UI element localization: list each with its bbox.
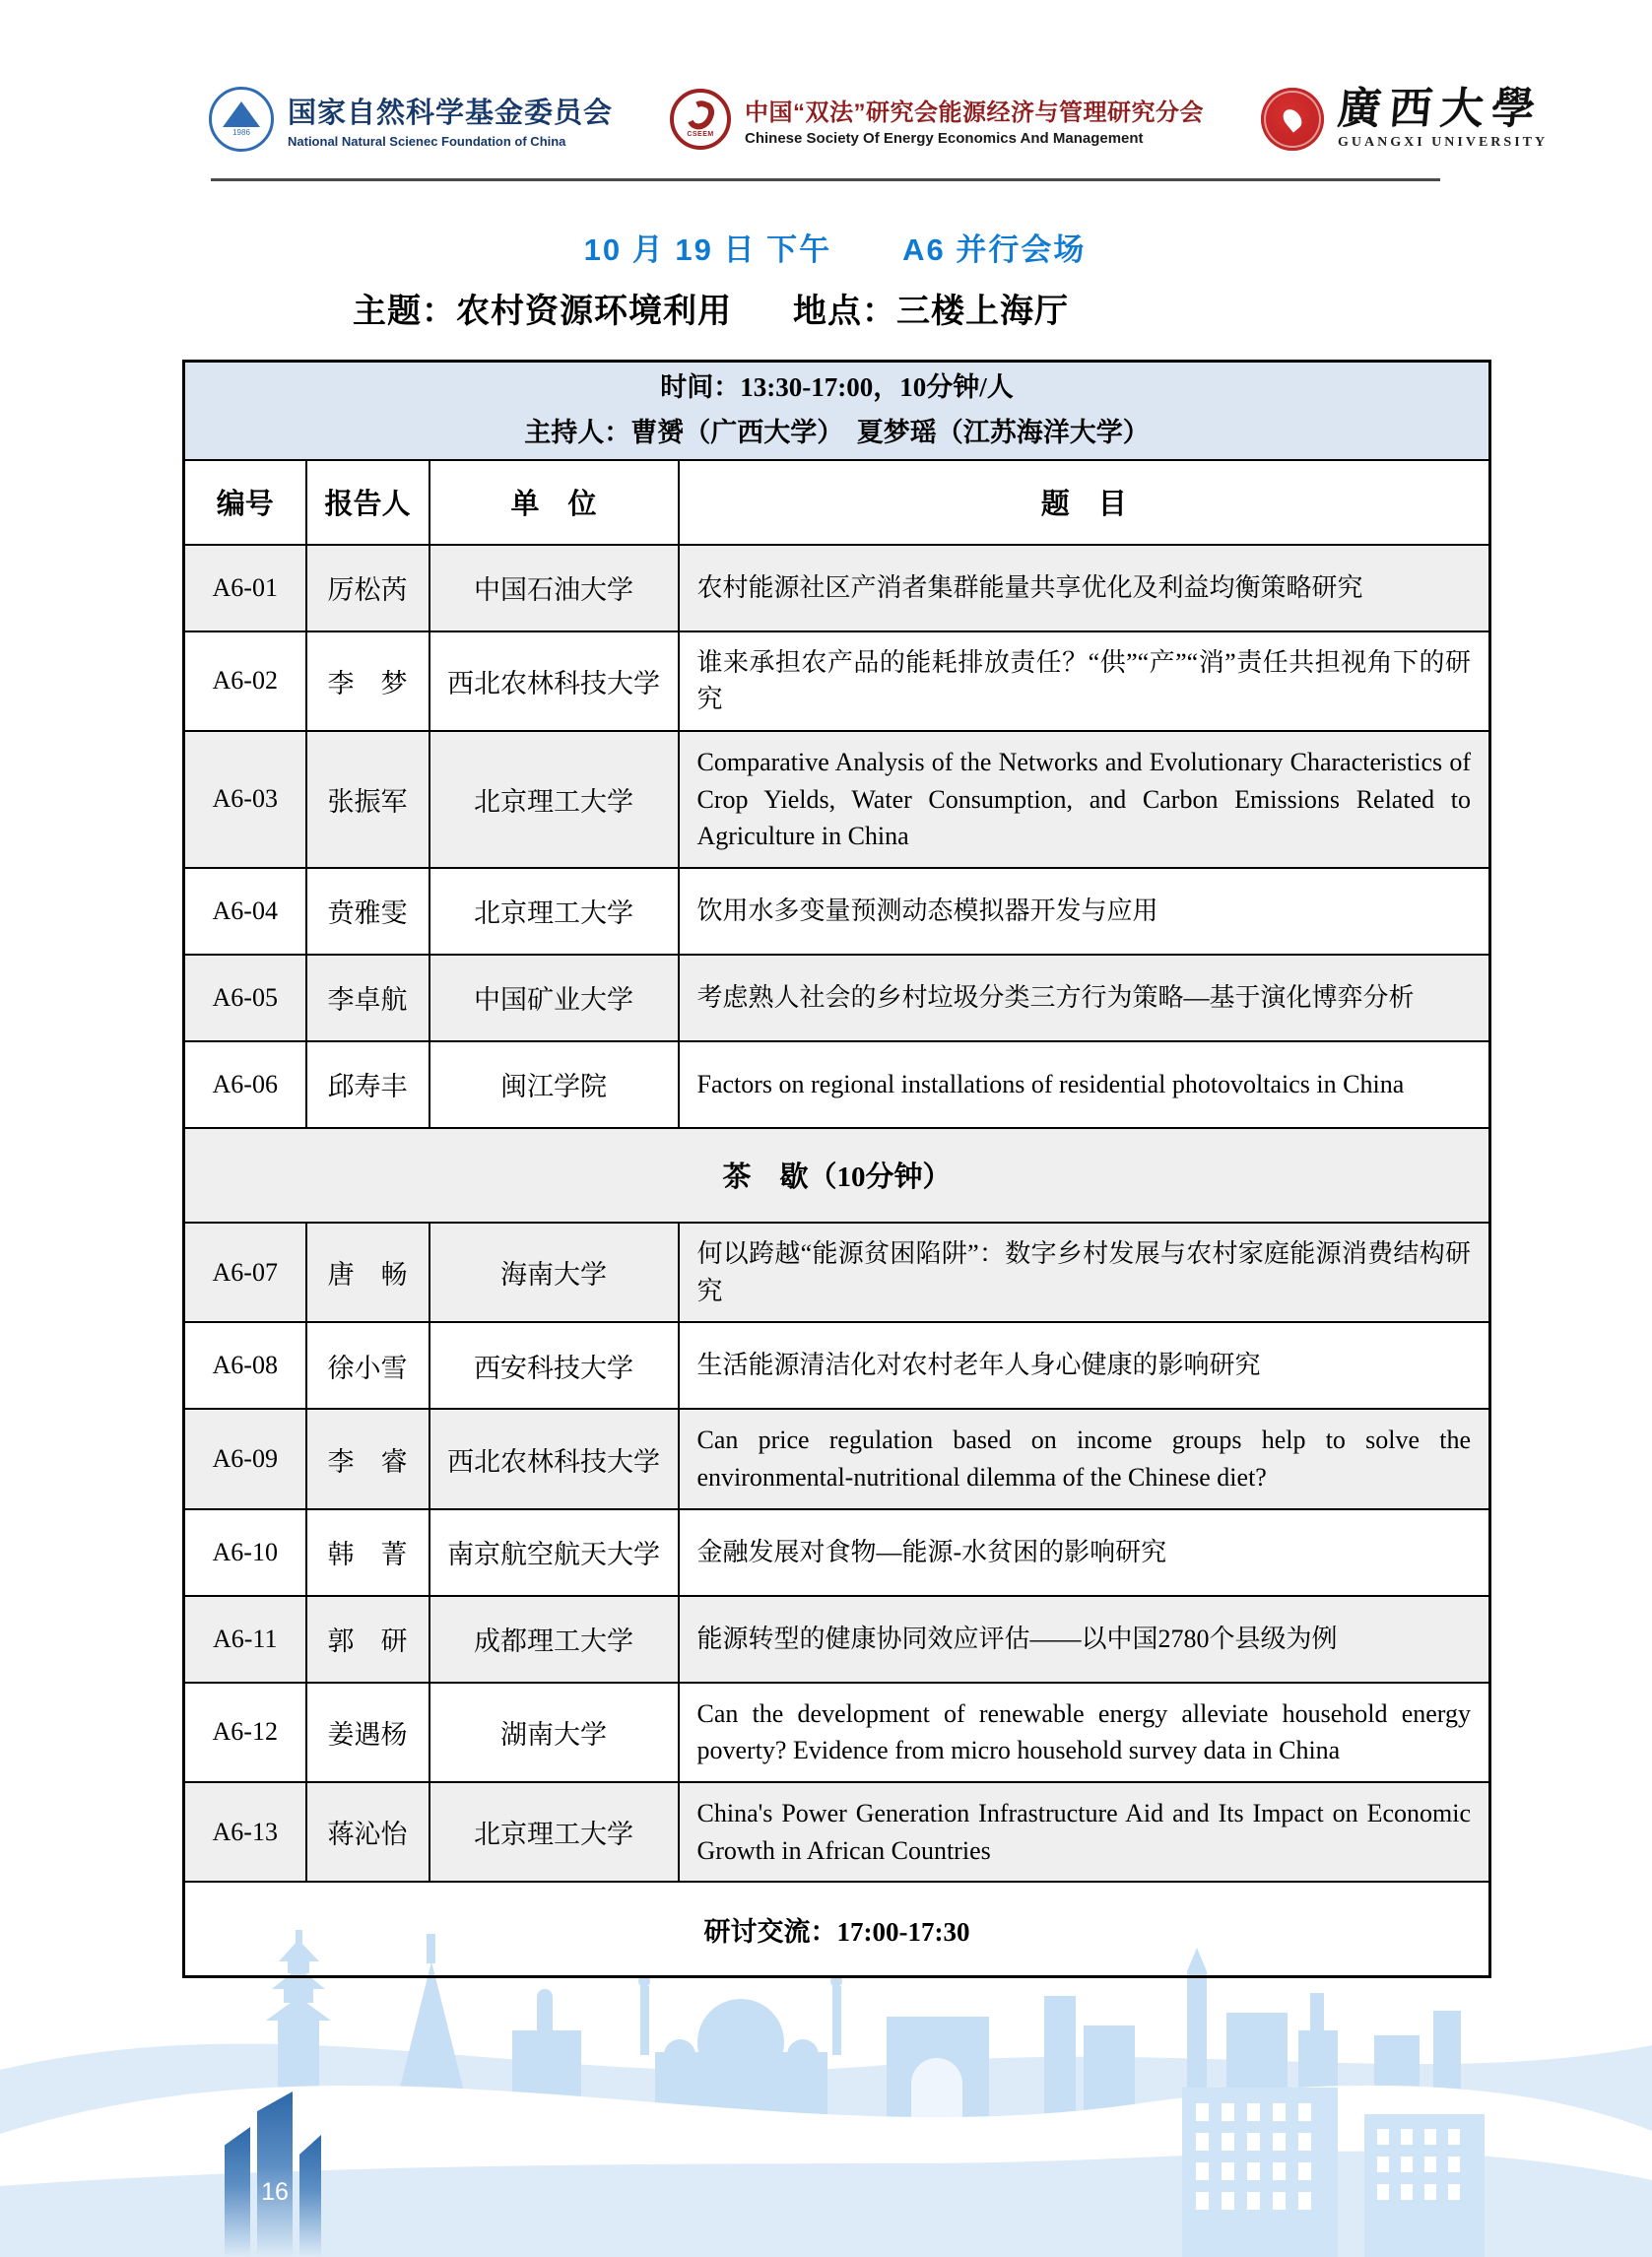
program-rows — [184, 545, 1490, 1883]
paper-id: A6-07 — [184, 1223, 306, 1322]
table-row — [184, 1041, 1490, 1128]
affiliation: 西北农林科技大学 — [430, 631, 679, 731]
program-table — [182, 360, 1491, 1978]
header-divider — [211, 178, 1440, 181]
table-row — [184, 1683, 1490, 1782]
table-row — [184, 1596, 1490, 1683]
gxu-logo-text — [1335, 85, 1549, 151]
paper-id: A6-05 — [184, 955, 306, 1041]
table-row — [184, 955, 1490, 1041]
paper-id: A6-13 — [184, 1782, 306, 1882]
session-time: 时间：13:30-17:00，10分钟/人 — [660, 371, 1014, 402]
table-row — [184, 1509, 1490, 1596]
affiliation: 成都理工大学 — [430, 1596, 679, 1683]
column-header-id: 编号 — [184, 460, 306, 545]
speaker-name: 唐 畅 — [306, 1223, 430, 1322]
paper-id: A6-01 — [184, 545, 306, 631]
cseem-logo-group — [670, 89, 1204, 150]
closing-row — [184, 1882, 1490, 1976]
affiliation: 西北农林科技大学 — [430, 1409, 679, 1508]
paper-id: A6-03 — [184, 731, 306, 868]
affiliation: 闽江学院 — [430, 1041, 679, 1128]
theme-line — [353, 284, 1069, 332]
paper-title: 生活能源清洁化对农村老年人身心健康的影响研究 — [679, 1322, 1490, 1409]
affiliation: 中国矿业大学 — [430, 955, 679, 1041]
session-room: A6 并行会场 — [902, 232, 1087, 267]
speaker-name: 李卓航 — [306, 955, 430, 1041]
paper-id: A6-08 — [184, 1322, 306, 1409]
gxu-name-cn: 廣西大學 — [1335, 85, 1546, 133]
paper-title: 谁来承担农产品的能耗排放责任？“供”“产”“消”责任共担视角下的研究 — [679, 631, 1490, 731]
page-number-decoration — [225, 2091, 333, 2257]
speaker-name: 韩 菁 — [306, 1509, 430, 1596]
paper-title: 能源转型的健康协同效应评估——以中国2780个县级为例 — [679, 1596, 1490, 1683]
speaker-name: 蒋沁怡 — [306, 1782, 430, 1882]
gxu-logo-group — [1261, 85, 1549, 151]
affiliation: 北京理工大学 — [430, 868, 679, 955]
affiliation: 中国石油大学 — [430, 545, 679, 631]
cseem-name-cn: 中国“双法”研究会能源经济与管理研究分会 — [745, 99, 1205, 126]
table-row — [184, 1223, 1490, 1322]
speaker-name: 李 梦 — [306, 631, 430, 731]
table-row — [184, 545, 1490, 631]
speaker-name: 厉松芮 — [306, 545, 430, 631]
table-row — [184, 1322, 1490, 1409]
session-location: 地点：三楼上海厅 — [793, 293, 1069, 330]
session-theme: 主题：农村资源环境利用 — [353, 293, 732, 330]
header-logos — [209, 87, 1548, 152]
program-table-container — [182, 360, 1491, 1978]
paper-id: A6-06 — [184, 1041, 306, 1128]
swirl-icon — [684, 97, 718, 133]
paper-id: A6-04 — [184, 868, 306, 955]
page-number: 16 — [261, 2178, 289, 2206]
nsfc-name-cn: 国家自然科学基金委员会 — [288, 97, 614, 129]
paper-title: Can the development of renewable energy alleviate household energy poverty? Evidence from micro household survey data in China — [679, 1683, 1490, 1782]
nsfc-name-en: National Natural Scienec Foundation of China — [288, 133, 566, 149]
paper-title: 金融发展对食物—能源-水贫困的影响研究 — [679, 1509, 1490, 1596]
session-date: 10 月 19 日 下午 — [583, 232, 832, 267]
paper-id: A6-09 — [184, 1409, 306, 1508]
paper-id: A6-10 — [184, 1509, 306, 1596]
nsfc-logo-text — [288, 91, 613, 149]
flame-icon — [1280, 105, 1305, 132]
cseem-logo-icon — [670, 89, 731, 150]
session-info-row — [184, 362, 1490, 460]
affiliation: 北京理工大学 — [430, 1782, 679, 1882]
decoration-bar — [225, 2127, 250, 2257]
table-row — [184, 1782, 1490, 1882]
paper-id: A6-02 — [184, 631, 306, 731]
paper-title: 农村能源社区产消者集群能量共享优化及利益均衡策略研究 — [679, 545, 1490, 631]
paper-id: A6-12 — [184, 1683, 306, 1782]
paper-title: 饮用水多变量预测动态模拟器开发与应用 — [679, 868, 1490, 955]
cseem-logo-text — [745, 93, 1204, 147]
column-header-org: 单 位 — [430, 460, 679, 545]
paper-id: A6-11 — [184, 1596, 306, 1683]
affiliation: 南京航空航天大学 — [430, 1509, 679, 1596]
closing-label: 研讨交流：17:00-17:30 — [184, 1882, 1490, 1976]
session-info-cell — [184, 362, 1490, 460]
column-header-speaker: 报告人 — [306, 460, 430, 545]
paper-title: 何以跨越“能源贫困陷阱”：数字乡村发展与农村家庭能源消费结构研究 — [679, 1223, 1490, 1322]
speaker-name: 姜遇杨 — [306, 1683, 430, 1782]
tea-break-label: 茶 歇（10分钟） — [184, 1128, 1490, 1223]
session-title — [182, 225, 1487, 269]
speaker-name: 郭 研 — [306, 1596, 430, 1683]
tea-break-row — [184, 1128, 1490, 1223]
nsfc-logo-group — [209, 87, 613, 152]
cseem-name-en: Chinese Society Of Energy Economics And Management — [745, 129, 1144, 147]
decoration-bar — [299, 2135, 321, 2257]
table-row — [184, 868, 1490, 955]
column-header-row — [184, 460, 1490, 545]
speaker-name: 张振军 — [306, 731, 430, 868]
gxu-logo-icon — [1261, 88, 1324, 151]
paper-title: Factors on regional installations of residential photovoltaics in China — [679, 1041, 1490, 1128]
table-row — [184, 631, 1490, 731]
gxu-name-en: GUANGXI UNIVERSITY — [1338, 135, 1549, 150]
nsfc-year: 1986 — [232, 128, 250, 137]
affiliation: 湖南大学 — [430, 1683, 679, 1782]
session-chairs: 主持人：曹赟（广西大学） 夏梦瑶（江苏海洋大学） — [524, 417, 1150, 447]
speaker-name: 李 睿 — [306, 1409, 430, 1508]
speaker-name: 徐小雪 — [306, 1322, 430, 1409]
speaker-name: 贲雅雯 — [306, 868, 430, 955]
paper-title: China's Power Generation Infrastructure Aid and Its Impact on Economic Growth in African Countries — [679, 1782, 1490, 1882]
table-row — [184, 731, 1490, 868]
paper-title: 考虑熟人社会的乡村垃圾分类三方行为策略—基于演化博弈分析 — [679, 955, 1490, 1041]
paper-title: Comparative Analysis of the Networks and Evolutionary Characteristics of Crop Yields, Water Consumption, and Carbon Emissions Related to Agriculture in China — [679, 731, 1490, 868]
paper-title: Can price regulation based on income groups help to solve the environmental-nutritional dilemma of the Chinese diet? — [679, 1409, 1490, 1508]
mountain-icon — [223, 101, 260, 127]
decoration-bar — [257, 2091, 293, 2257]
speaker-name: 邱寿丰 — [306, 1041, 430, 1128]
nsfc-logo-icon — [209, 87, 274, 152]
affiliation: 海南大学 — [430, 1223, 679, 1322]
affiliation: 西安科技大学 — [430, 1322, 679, 1409]
affiliation: 北京理工大学 — [430, 731, 679, 868]
cseem-badge: CSEEM — [687, 131, 714, 138]
column-header-title: 题 目 — [679, 460, 1490, 545]
table-row — [184, 1409, 1490, 1508]
